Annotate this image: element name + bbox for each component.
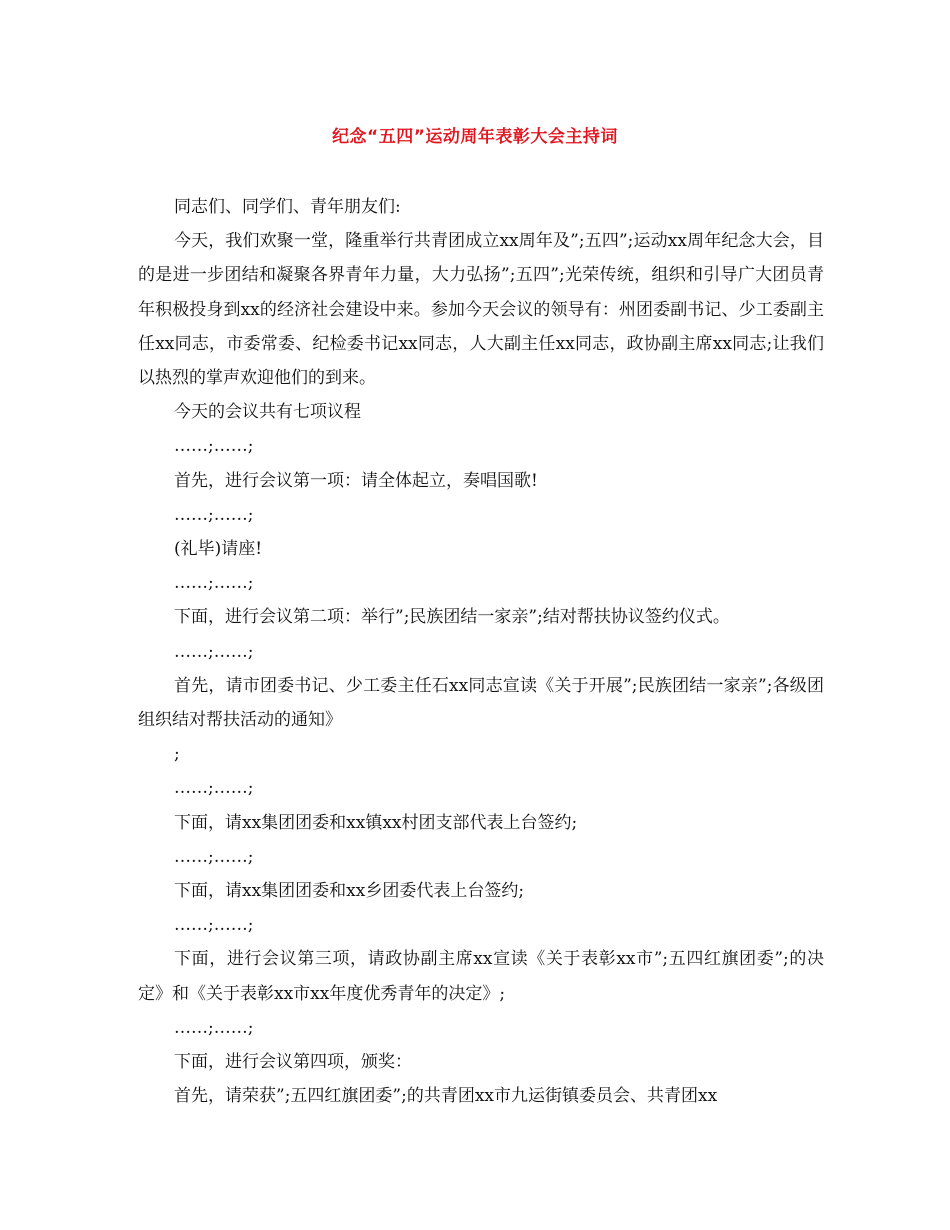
paragraph-ellipsis: ……;……; [174, 915, 254, 936]
paragraph-ellipsis: ……;……; [174, 504, 254, 525]
paragraph-item-4: 下面，进行会议第四项，颁奖： [174, 1052, 412, 1073]
paragraph-ellipsis: ……;……; [174, 1017, 254, 1038]
document-title: 纪念“五四”运动周年表彰大会主持词 [332, 127, 618, 147]
paragraph-greeting: 同志们、同学们、青年朋友们: [174, 197, 401, 217]
paragraph-item-2: 下面，进行会议第二项：举行”;民族团结一家亲”;结对帮扶协议签约仪式。 [174, 607, 730, 628]
paragraph-signing-1: 下面，请xx集团团委和xx镇xx村团支部代表上台签约; [174, 812, 578, 833]
paragraph-item-1: 首先，进行会议第一项：请全体起立，奏唱国歌! [174, 470, 538, 491]
paragraph-ellipsis: ……;……; [174, 778, 254, 799]
document-body [138, 190, 824, 1113]
paragraph-awards: 首先，请荣获”;五四红旗团委”;的共青团xx市九运街镇委员会、共青团xx [174, 1086, 718, 1107]
paragraph-be-seated: (礼毕)请座! [174, 539, 263, 560]
paragraph-semicolon: ; [174, 744, 180, 765]
paragraph-ellipsis: ……;……; [174, 641, 254, 662]
paragraph-notice-reading: 首先，请市团委书记、少工委主任石xx同志宣读《关于开展”;民族团结一家亲”;各级团组织结对帮扶活动的通知》 [138, 675, 824, 731]
paragraph-item-3: 下面，进行会议第三项，请政协副主席xx宣读《关于表彰xx市”;五四红旗团委”;的决定》和《关于表彰xx市xx年度优秀青年的决定》; [138, 949, 824, 1004]
paragraph-ellipsis: ……;……; [174, 573, 254, 594]
paragraph-ellipsis: ……;……; [174, 846, 254, 867]
paragraph-ellipsis: ……;……; [174, 436, 254, 457]
paragraph-agenda: 今天的会议共有七项议程 [174, 402, 361, 423]
paragraph-signing-2: 下面，请xx集团团委和xx乡团委代表上台签约; [174, 881, 525, 902]
paragraph-opening: 今天，我们欢聚一堂，隆重举行共青团成立xx周年及”;五四”;运动xx周年纪念大会，目的是进一步团结和凝聚各界青年力量，大力弘扬”;五四”;光荣传统，组织和引导广大团员青年积极投身到xx的经济社会建设中来。参加今天会议的领导有：州团委副书记、少工委副主任xx同志，市委常委、纪检委书记xx同志，人大副主任xx同志，政协副主席xx同志;让我们以热烈的掌声欢迎他们的到来。 [138, 231, 824, 389]
